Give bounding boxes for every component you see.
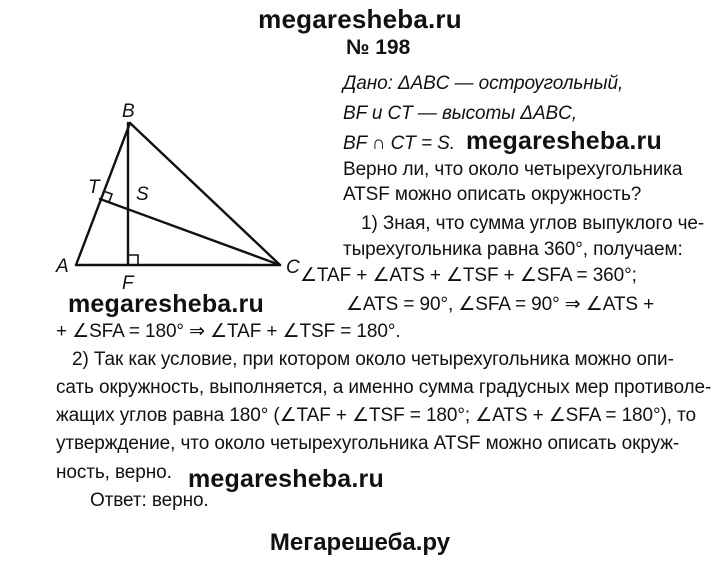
label-f: F (122, 273, 134, 294)
text-line-11: 2) Так как условие, при котором около четырехугольника можно опи- (72, 349, 674, 370)
given-line-3: BF ∩ CT = S. (343, 133, 455, 154)
text-line-15: ность, верно. (56, 462, 172, 483)
label-t: T (88, 177, 100, 198)
problem-number: № 198 (346, 36, 411, 59)
text-line-6: 1) Зная, что сумма углов выпуклого че- (361, 213, 705, 234)
side-bc (130, 123, 280, 265)
watermark-3: megaresheba.ru (188, 465, 384, 493)
watermark-1: megaresheba.ru (466, 127, 662, 155)
text-line-10: + ∠SFA = 180° ⇒ ∠TAF + ∠TSF = 180°. (56, 321, 401, 342)
triangle-figure (40, 95, 310, 295)
text-line-5: ATSF можно описать окружность? (343, 184, 642, 205)
given-line-2: BF и CT — высоты ΔABC, (343, 103, 577, 124)
text-line-9: ∠ATS = 90°, ∠SFA = 90° ⇒ ∠ATS + (346, 294, 655, 315)
text-line-8: ∠TAF + ∠ATS + ∠TSF + ∠SFA = 360°; (300, 265, 637, 286)
right-angle-mark-f (128, 255, 138, 265)
side-ab (76, 123, 130, 265)
text-line-12: сать окружность, выполняется, а именно сумма градусных мер противоле- (56, 377, 712, 398)
label-b: B (122, 101, 135, 122)
label-a: A (56, 256, 69, 277)
text-line-13: жащих углов равна 180° (∠TAF + ∠TSF = 180°; ∠ATS + ∠SFA = 180°), то (56, 405, 696, 426)
text-line-14: утверждение, что около четырехугольника ATSF можно описать окруж- (56, 433, 680, 454)
text-line-4: Верно ли, что около четырехугольника (343, 159, 683, 180)
watermark-2: megaresheba.ru (68, 290, 264, 318)
site-title: megaresheba.ru (258, 4, 462, 34)
label-s: S (136, 184, 149, 205)
answer-line: Ответ: верно. (90, 490, 209, 511)
given-line-1: Дано: ΔABC — остроугольный, (343, 73, 624, 94)
label-c: C (286, 257, 300, 278)
footer-title: Мегарешеба.ру (269, 529, 451, 556)
text-line-7: тырехугольника равна 360°, получаем: (343, 239, 683, 260)
